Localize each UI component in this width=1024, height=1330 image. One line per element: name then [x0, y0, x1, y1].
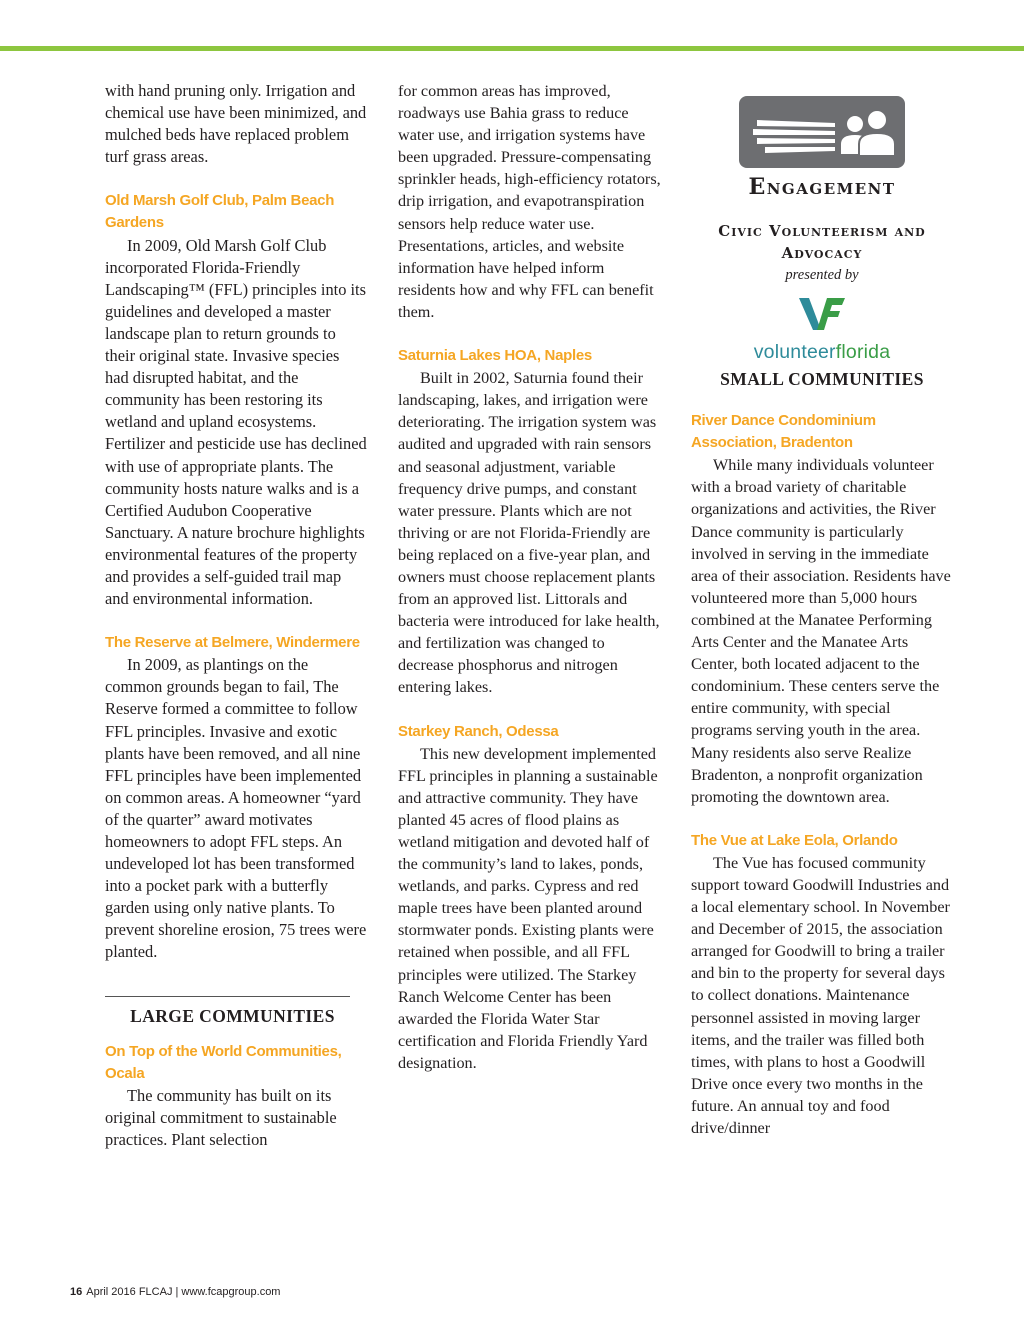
saturnia-paragraph: Built in 2002, Saturnia found their landscaping, lakes, and irrigation were deteriorating. The irrigation system was audited and upgraded with rain sensors and seasonal adjustment, variable frequency drive pumps, and constant water pressure. Plants which are not thriving or are not Florida-Friendly are being replaced on a five-year plan, and owners must choose replacement plants from an approved list. Littorals and bacteria were introduced for lake health, and fertilization was changed to decrease phosphorus and nitrogen entering lakes.	[398, 369, 660, 697]
presented-by-text: presented by	[785, 267, 859, 283]
river-dance-paragraph: While many individuals volunteer with a broad variety of charitable organizations and activities, the River Dance community is particularly involved in serving in the immediate area of their association. Residents have volunteered more than 5,000 hours combined at the Manatee Performing Arts Center and the Manatee Arts Center, both located adjacent to the condominium. These centers serve the entire community, with special programs serving youth in the area. Many residents also serve Realize Bradenton, a nonprofit organization promoting the downtown area.	[691, 456, 951, 806]
col3-body	[691, 410, 953, 1139]
small-communities-title: SMALL COMMUNITIES	[720, 369, 924, 389]
on-top-of-world-heading: On Top of the World Communities, Ocala	[105, 1042, 342, 1082]
old-marsh-heading: Old Marsh Golf Club, Palm Beach Gardens	[105, 192, 335, 232]
engagement-badge	[691, 96, 953, 364]
vue-lake-eola-heading: The Vue at Lake Eola, Orlando	[691, 831, 898, 849]
wordmark-volunteer: volunteer	[753, 341, 836, 363]
column-3	[691, 80, 953, 1139]
page-number: 16	[70, 1286, 83, 1298]
old-marsh-paragraph: In 2009, Old Marsh Golf Club incorporated Florida-Friendly Landscaping™ (FFL) principles into its guidelines and developed a master landscape plan to return grounds to their original state. Invasive species had disrupted habitat, and the community has been restoring its wetland and upland ecosystems. Fertilizer and pesticide use has declined with use of appropriate plants. The community hosts nature walks and is a Certified Audubon Cooperative Sanctuary. A nature brochure highlights environmental features of the property and provides a self-guided trail map and environmental information.	[105, 235, 367, 609]
river-dance-heading: River Dance Condominium Association, Bradenton	[691, 412, 876, 452]
starkey-heading: Starkey Ranch, Odessa	[398, 722, 559, 740]
volunteer-people-icon	[739, 96, 905, 168]
reserve-belmere-paragraph: In 2009, as plantings on the common grounds began to fail, The Reserve formed a committee to follow FFL principles. Invasive and exotic plants have been removed, and all nine FFL principles have been implemented on common areas. A homeowner “yard of the quarter” award motivates homeowners to adopt FFL steps. An undeveloped lot has been transformed into a pocket park with a butterfly garden using only native plants. To prevent shoreline erosion, 75 trees were planted.	[105, 655, 367, 962]
section-divider	[105, 996, 350, 997]
vue-lake-eola-paragraph: The Vue has focused community support toward Goodwill Industries and a local elementary school. In November and December of 2015, the association arranged for Goodwill to bring a trailer and bin to the property for several days to collect donations. Maintenance personnel assisted in moving larger items, and the trailer was filled both times, with plans to host a Goodwill Drive once every two months in the future. An annual toy and food drive/dinner	[691, 853, 950, 1137]
civic-volunteerism-subtitle: Civic Volunteerism and Advocacy	[718, 222, 926, 262]
wordmark-florida: florida	[835, 341, 891, 363]
on-top-of-world-paragraph: The community has built on its original commitment to sustainable practices. Plant selection	[105, 1085, 337, 1150]
page-footer	[70, 1286, 280, 1298]
volunteer-florida-logo-icon	[797, 296, 847, 332]
footer-text: April 2016 FLCAJ | www.fcapgroup.com	[86, 1286, 281, 1298]
col1-intro-paragraph: with hand pruning only. Irrigation and chemical use have been minimized, and mulched beds have replaced problem turf grass areas.	[105, 81, 367, 167]
large-communities-title: LARGE COMMUNITIES	[130, 1005, 335, 1026]
saturnia-heading: Saturnia Lakes HOA, Naples	[398, 347, 592, 365]
column-2	[398, 80, 663, 1074]
col2-intro-paragraph: for common areas has improved, roadways use Bahia grass to reduce water use, and irrigation systems have been upgraded. Pressure-compensating sprinkler heads, high-efficiency rotators, drip irrigation, and evapotranspiration sensors help reduce water use. Presentations, articles, and website information have helped inform residents how and why FFL can benefit them.	[398, 82, 661, 321]
engagement-title: Engagement	[748, 174, 896, 200]
reserve-belmere-heading: The Reserve at Belmere, Windermere	[105, 634, 360, 652]
starkey-paragraph: This new development implemented FFL principles in planning a sustainable and attractive community. They have planted 45 acres of flood plains as wetland mitigation and devoted half of the community’s land to lakes, ponds, wetlands, and parks. Cypress and red maple trees have been planted around stormwater ponds. Existing plants were retained when possible, and all FFL principles were utilized. The Starkey Ranch Welcome Center has been awarded the Florida Water Star certification and Florida Friendly Yard designation.	[398, 744, 658, 1072]
column-1	[105, 80, 367, 1151]
top-green-rule	[0, 46, 1024, 51]
volunteer-florida-wordmark	[691, 340, 953, 364]
